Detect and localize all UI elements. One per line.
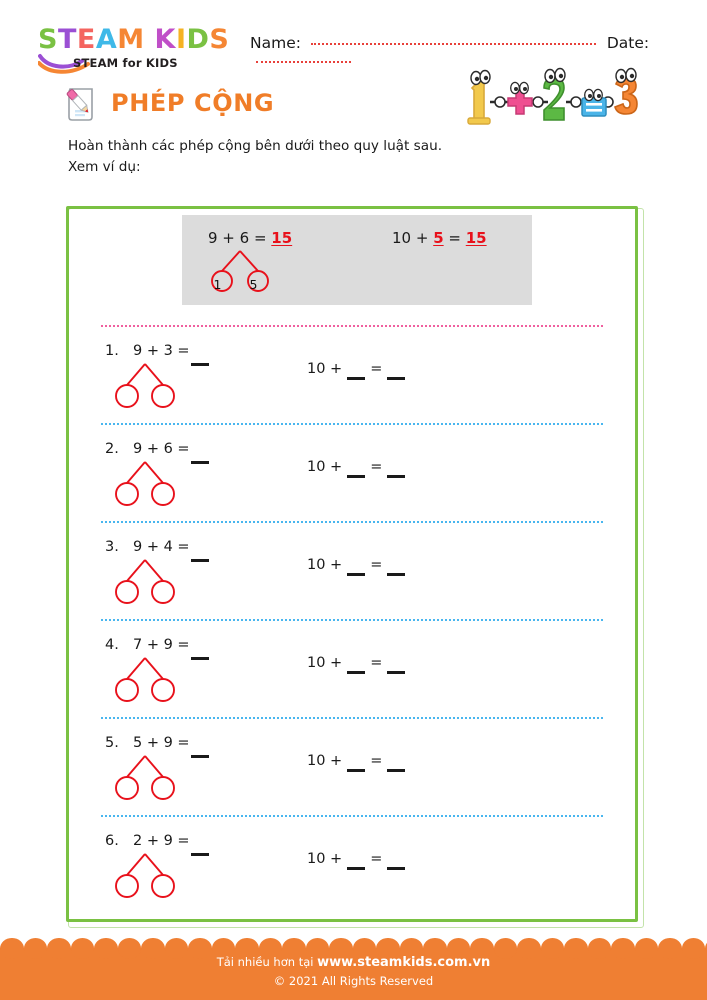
footer-prefix: Tải nhiều hơn tại xyxy=(216,955,318,969)
worksheet-title-row xyxy=(62,80,274,126)
problem-right-sum-blank[interactable] xyxy=(387,760,405,772)
pencil-notepad-icon xyxy=(62,83,100,123)
problem-right-addend-blank[interactable] xyxy=(347,564,365,576)
number-bond-diagram[interactable] xyxy=(105,459,185,513)
problem-right-prefix: 10 + xyxy=(307,655,343,671)
problem-right-equation xyxy=(307,753,405,769)
worksheet-frame xyxy=(66,206,638,922)
problem-right-prefix: 10 + xyxy=(307,557,343,573)
problem-right-equation xyxy=(307,361,405,377)
example-left-answer: 15 xyxy=(271,229,293,247)
number-bond-diagram[interactable] xyxy=(105,557,185,611)
page-header xyxy=(0,0,707,130)
number-one-mascot xyxy=(468,71,490,125)
logo-letter-8: D xyxy=(186,24,210,55)
example-right-addend: 5 xyxy=(433,229,444,247)
problem-right-equation xyxy=(307,655,405,671)
problem-row xyxy=(69,719,635,815)
problem-sum-blank[interactable] xyxy=(191,451,209,469)
problem-right-equals: = xyxy=(370,655,383,671)
problem-right-sum-blank[interactable] xyxy=(387,466,405,478)
equals-sign-mascot xyxy=(582,89,606,116)
logo-letter-5 xyxy=(145,26,155,53)
number-bond-diagram[interactable] xyxy=(105,361,185,415)
problem-right-prefix: 10 + xyxy=(307,851,343,867)
footer-copyright: © 2021 All Rights Reserved xyxy=(273,974,434,988)
problem-right-equation xyxy=(307,851,405,867)
example-bond-left-value: 1 xyxy=(213,277,222,292)
problem-row xyxy=(69,817,635,913)
steam-kids-logo xyxy=(38,26,228,78)
problem-expression: 9 + 3 = xyxy=(133,343,190,359)
number-bond-diagram[interactable] xyxy=(105,753,185,807)
example-left-expr: 9 + 6 = xyxy=(208,229,272,247)
problem-expression: 7 + 9 = xyxy=(133,637,190,653)
problem-right-addend-blank[interactable] xyxy=(347,466,365,478)
name-label: Name: xyxy=(250,34,301,52)
instructions-block xyxy=(68,136,588,179)
example-right xyxy=(392,229,487,247)
example-left xyxy=(208,229,292,247)
plus-sign-mascot xyxy=(508,82,532,114)
scalloped-edge xyxy=(0,938,707,949)
problem-expression: 2 + 9 = xyxy=(133,833,190,849)
problem-right-equation xyxy=(307,459,405,475)
problem-row xyxy=(69,621,635,717)
problem-right-prefix: 10 + xyxy=(307,753,343,769)
footer-website[interactable]: www.steamkids.com.vn xyxy=(317,955,491,970)
problem-right-prefix: 10 + xyxy=(307,459,343,475)
name-date-fields xyxy=(250,34,690,60)
example-right-equals: = xyxy=(443,229,466,247)
problem-right-sum-blank[interactable] xyxy=(387,662,405,674)
example-bond-right-value: 5 xyxy=(249,277,258,292)
problem-right-sum-blank[interactable] xyxy=(387,368,405,380)
example-right-prefix: 10 + xyxy=(392,229,434,247)
problem-index: 6. xyxy=(105,833,119,849)
instruction-line-2: Xem ví dụ: xyxy=(68,159,141,176)
logo-letter-9: S xyxy=(209,24,230,55)
footer-website-line xyxy=(0,955,707,970)
problem-right-sum-blank[interactable] xyxy=(387,564,405,576)
date-label: Date: xyxy=(606,34,650,52)
number-bond-diagram[interactable] xyxy=(105,851,185,905)
problem-right-equation xyxy=(307,557,405,573)
problem-right-addend-blank[interactable] xyxy=(347,368,365,380)
problem-index: 3. xyxy=(105,539,119,555)
problem-right-addend-blank[interactable] xyxy=(347,662,365,674)
problem-sum-blank[interactable] xyxy=(191,549,209,567)
logo-letter-3: A xyxy=(95,24,118,55)
logo-letter-4: M xyxy=(117,24,145,55)
number-three-mascot xyxy=(615,69,637,115)
problem-sum-blank[interactable] xyxy=(191,745,209,763)
problem-expression: 5 + 9 = xyxy=(133,735,190,751)
example-left-equation xyxy=(208,229,292,247)
example-right-answer: 15 xyxy=(465,229,487,247)
logo-letter-6: K xyxy=(154,24,176,55)
problem-right-addend-blank[interactable] xyxy=(347,858,365,870)
page-title: PHÉP CỘNG xyxy=(111,89,275,117)
number-two-mascot xyxy=(544,69,565,121)
date-input-line[interactable] xyxy=(256,61,351,63)
problem-sum-blank[interactable] xyxy=(191,843,209,861)
problem-sum-blank[interactable] xyxy=(191,353,209,371)
problem-sum-blank[interactable] xyxy=(191,647,209,665)
logo-letter-1: T xyxy=(57,24,77,55)
logo-letter-2: E xyxy=(76,24,96,55)
problem-index: 5. xyxy=(105,735,119,751)
problem-index: 1. xyxy=(105,343,119,359)
example-box xyxy=(182,215,532,305)
problem-rows xyxy=(69,325,635,913)
number-bond-diagram[interactable] xyxy=(105,655,185,709)
name-input-line[interactable] xyxy=(311,43,596,45)
logo-wordmark xyxy=(38,26,228,53)
page-footer xyxy=(0,948,707,1000)
instruction-line-1: Hoàn thành các phép cộng bên dưới theo quy luật sau. xyxy=(68,138,443,154)
logo-letter-0: S xyxy=(38,24,58,55)
problem-index: 4. xyxy=(105,637,119,653)
problem-row xyxy=(69,327,635,423)
problem-index: 2. xyxy=(105,441,119,457)
problem-right-equals: = xyxy=(370,753,383,769)
problem-expression: 9 + 6 = xyxy=(133,441,190,457)
problem-right-prefix: 10 + xyxy=(307,361,343,377)
problem-right-equals: = xyxy=(370,851,383,867)
problem-right-equals: = xyxy=(370,557,383,573)
logo-tagline: STEAM for KIDS xyxy=(73,56,178,70)
problem-expression: 9 + 4 = xyxy=(133,539,190,555)
problem-row xyxy=(69,425,635,521)
logo-letter-7: I xyxy=(175,24,187,55)
example-right-equation xyxy=(392,229,487,247)
problem-right-addend-blank[interactable] xyxy=(347,760,365,772)
problem-right-equals: = xyxy=(370,459,383,475)
problem-right-equals: = xyxy=(370,361,383,377)
problem-right-sum-blank[interactable] xyxy=(387,858,405,870)
number-mascots-illustration xyxy=(458,62,648,130)
problem-row xyxy=(69,523,635,619)
